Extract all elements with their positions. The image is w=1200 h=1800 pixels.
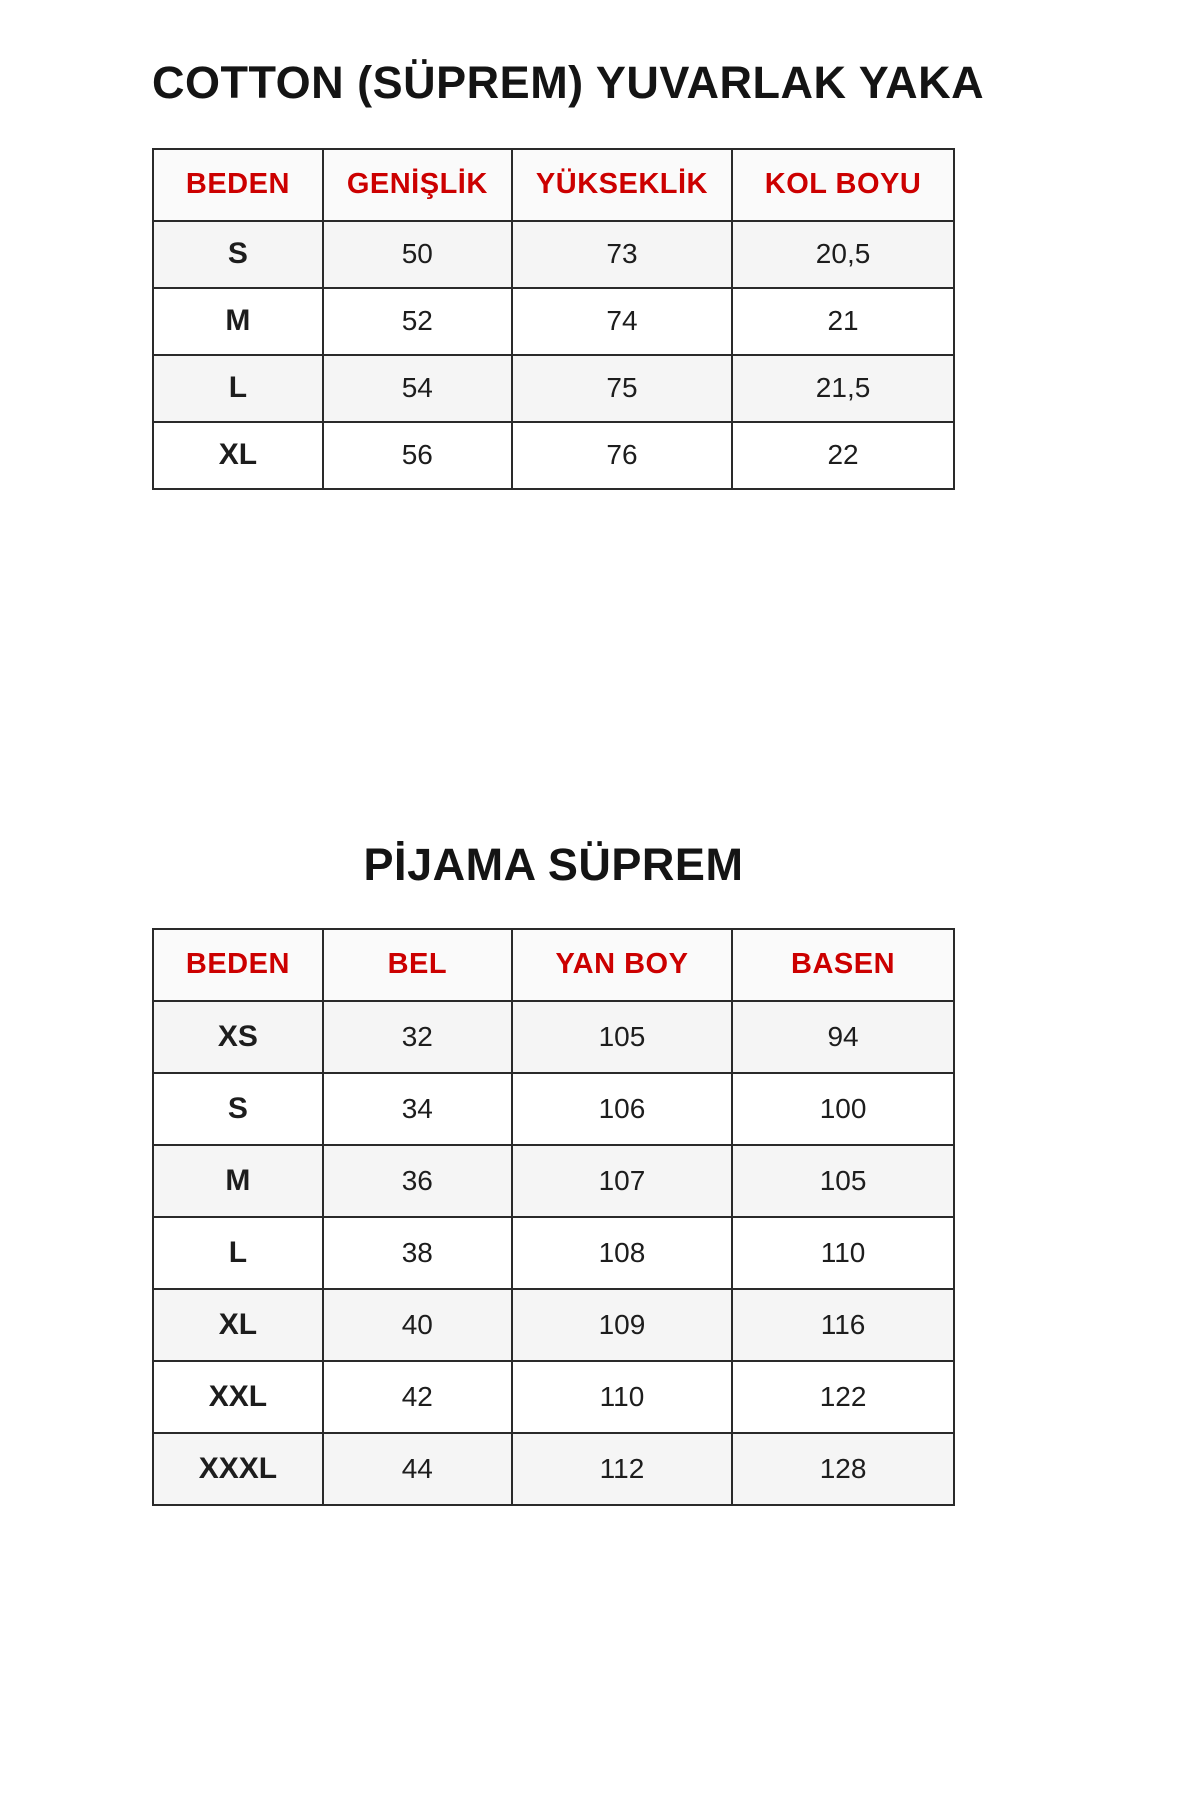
table-row <box>153 422 954 489</box>
column-header-yukseklik: YÜKSEKLİK <box>512 149 732 221</box>
column-header-kol-boyu: KOL BOYU <box>732 149 954 221</box>
value-cell: 108 <box>512 1217 732 1289</box>
column-header-beden: BEDEN <box>153 149 323 221</box>
column-header-bel: BEL <box>323 929 512 1001</box>
value-cell: 44 <box>323 1433 512 1505</box>
pijama-table-title: PİJAMA SÜPREM <box>363 839 744 890</box>
size-cell: S <box>153 221 323 288</box>
value-cell: 105 <box>732 1145 954 1217</box>
cotton-size-chart-section <box>152 57 985 490</box>
value-cell: 122 <box>732 1361 954 1433</box>
value-cell: 109 <box>512 1289 732 1361</box>
table-row <box>153 1433 954 1505</box>
pijama-size-table <box>152 928 955 1506</box>
value-cell: 22 <box>732 422 954 489</box>
value-cell: 34 <box>323 1073 512 1145</box>
size-cell: XXL <box>153 1361 323 1433</box>
size-cell: XL <box>153 1289 323 1361</box>
column-header-basen: BASEN <box>732 929 954 1001</box>
table-row <box>153 355 954 422</box>
value-cell: 56 <box>323 422 512 489</box>
column-header-genislik: GENİŞLİK <box>323 149 512 221</box>
value-cell: 110 <box>732 1217 954 1289</box>
size-cell: M <box>153 1145 323 1217</box>
table-row <box>153 1073 954 1145</box>
size-cell: S <box>153 1073 323 1145</box>
value-cell: 21,5 <box>732 355 954 422</box>
cotton-size-table <box>152 148 955 490</box>
pijama-table-header <box>153 929 954 1001</box>
value-cell: 100 <box>732 1073 954 1145</box>
table-row <box>153 288 954 355</box>
value-cell: 74 <box>512 288 732 355</box>
value-cell: 106 <box>512 1073 732 1145</box>
value-cell: 50 <box>323 221 512 288</box>
size-cell: XS <box>153 1001 323 1073</box>
cotton-table-body <box>153 221 954 489</box>
size-cell: XXXL <box>153 1433 323 1505</box>
size-cell: L <box>153 355 323 422</box>
value-cell: 76 <box>512 422 732 489</box>
value-cell: 128 <box>732 1433 954 1505</box>
value-cell: 105 <box>512 1001 732 1073</box>
value-cell: 75 <box>512 355 732 422</box>
size-cell: XL <box>153 422 323 489</box>
value-cell: 40 <box>323 1289 512 1361</box>
cotton-table-header <box>153 149 954 221</box>
value-cell: 21 <box>732 288 954 355</box>
value-cell: 73 <box>512 221 732 288</box>
value-cell: 116 <box>732 1289 954 1361</box>
value-cell: 107 <box>512 1145 732 1217</box>
value-cell: 36 <box>323 1145 512 1217</box>
value-cell: 52 <box>323 288 512 355</box>
value-cell: 112 <box>512 1433 732 1505</box>
pijama-size-chart-section <box>152 840 955 1506</box>
column-header-yan-boy: YAN BOY <box>512 929 732 1001</box>
table-header-row <box>153 929 954 1001</box>
value-cell: 20,5 <box>732 221 954 288</box>
table-header-row <box>153 149 954 221</box>
value-cell: 54 <box>323 355 512 422</box>
table-row <box>153 1001 954 1073</box>
value-cell: 94 <box>732 1001 954 1073</box>
table-row <box>153 1145 954 1217</box>
column-header-beden: BEDEN <box>153 929 323 1001</box>
size-cell: L <box>153 1217 323 1289</box>
table-row <box>153 221 954 288</box>
table-row <box>153 1361 954 1433</box>
table-row <box>153 1289 954 1361</box>
table-row <box>153 1217 954 1289</box>
value-cell: 110 <box>512 1361 732 1433</box>
value-cell: 32 <box>323 1001 512 1073</box>
value-cell: 42 <box>323 1361 512 1433</box>
cotton-table-title: COTTON (SÜPREM) YUVARLAK YAKA <box>152 57 985 108</box>
value-cell: 38 <box>323 1217 512 1289</box>
size-cell: M <box>153 288 323 355</box>
pijama-table-body <box>153 1001 954 1505</box>
